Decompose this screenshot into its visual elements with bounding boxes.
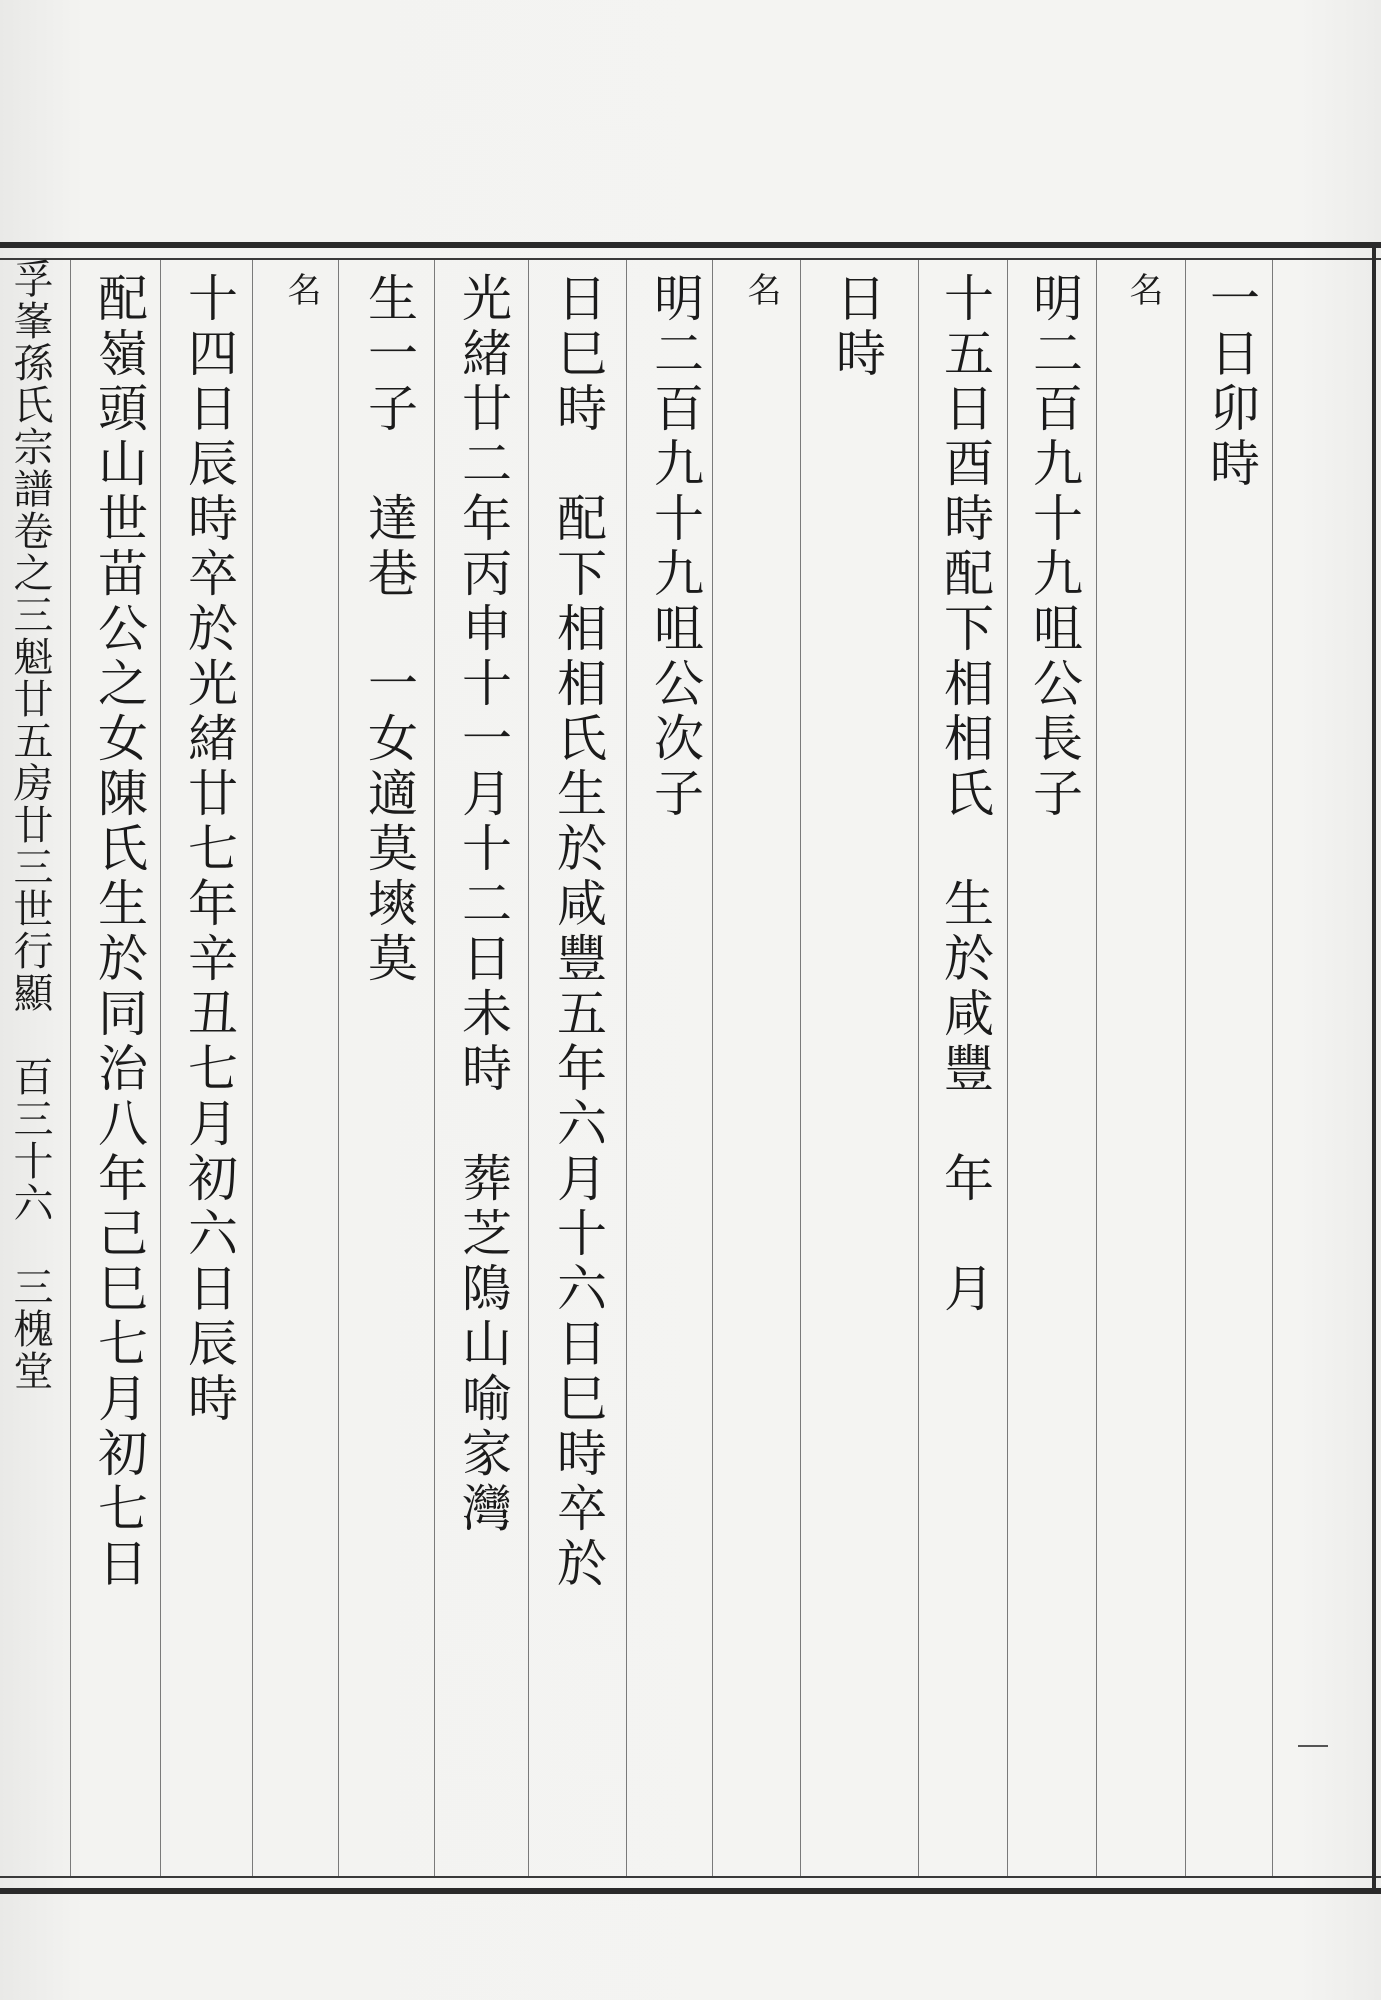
text-column: 一日卯時 [1202, 272, 1260, 492]
column-rule [1096, 260, 1097, 1876]
column-rule [1272, 260, 1273, 1876]
text-column: 日巳時 配下相相氏生於咸豐五年六月十六日巳時卒於 [549, 272, 607, 1592]
text-column: 日時 [828, 272, 886, 382]
margin-title: 孚峯孫氏宗譜卷之三魁廿五房廿三世行顯 百三十六 三槐堂 [7, 258, 53, 1392]
bleed-through: ⠀ [1293, 275, 1347, 335]
text-column: 十四日辰時卒於光緒廿七年辛丑七月初六日辰時 [180, 272, 238, 1427]
text-column: 明二百九十九咀公次子 [646, 272, 704, 822]
column-rule [70, 260, 71, 1876]
frame-right-border [1372, 242, 1376, 1894]
text-column: 名 [281, 272, 321, 309]
frame-bottom-border [0, 1876, 1381, 1894]
column-rule [528, 260, 529, 1876]
column-rule [434, 260, 435, 1876]
column-rule [252, 260, 253, 1876]
text-column: 明二百九十九咀公長子 [1025, 272, 1083, 822]
text-column: 配嶺頭山世苗公之女陳氏生於同治八年己巳七月初七日 [90, 272, 148, 1592]
column-rule [626, 260, 627, 1876]
fold-mark [1298, 1745, 1328, 1747]
column-rule [1185, 260, 1186, 1876]
column-rule [800, 260, 801, 1876]
column-rule [1007, 260, 1008, 1876]
column-rule [160, 260, 161, 1876]
frame-top-border [0, 242, 1381, 260]
column-rule [338, 260, 339, 1876]
text-column: 十五日酉時配下相相氏 生於咸豐 年 月 [936, 272, 994, 1317]
column-rule [918, 260, 919, 1876]
text-column: 生一子 達巷 一女適莫塽莫 [360, 272, 418, 987]
text-column: 名 [1123, 272, 1163, 309]
column-rule [712, 260, 713, 1876]
text-column: 名 [741, 272, 781, 309]
text-column: 光緒廿二年丙申十一月十二日未時 葬芝隝山喻家灣 [454, 272, 512, 1537]
